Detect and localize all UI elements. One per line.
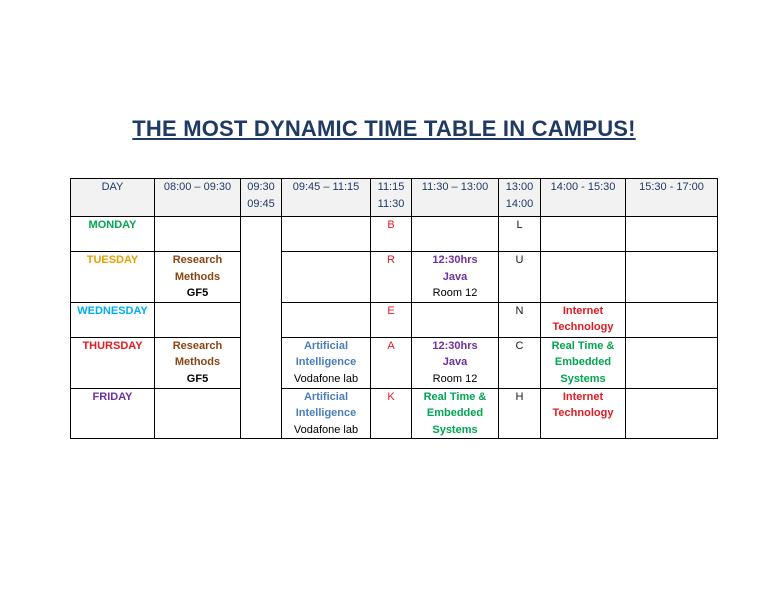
cell-empty: [155, 302, 241, 337]
break-letter: R: [371, 252, 412, 303]
class-artificial-intelligence: Artificial Intelligence Vodafone lab: [282, 337, 371, 388]
break-letter: E: [371, 302, 412, 337]
header-row: [71, 179, 718, 217]
break-letter: B: [371, 217, 412, 252]
header-slot-0800: 08:00 – 09:30: [155, 179, 241, 217]
class-java: 12:30hrs Java Room 12: [412, 252, 499, 303]
cell-empty: [155, 388, 241, 439]
class-java: 12:30hrs Java Room 12: [412, 337, 499, 388]
header-slot-1530: 15:30 - 17:00: [626, 179, 718, 217]
row-friday: [71, 388, 718, 439]
header-slot-1115: 11:15 11:30: [371, 179, 412, 217]
lunch-letter: L: [499, 217, 541, 252]
cell-empty: [412, 302, 499, 337]
cell-empty: [541, 217, 626, 252]
lunch-letter: H: [499, 388, 541, 439]
cell-empty: [412, 217, 499, 252]
lunch-letter: C: [499, 337, 541, 388]
class-internet-technology: Internet Technology: [541, 302, 626, 337]
header-slot-1400: 14:00 - 15:30: [541, 179, 626, 217]
day-tuesday: TUESDAY: [71, 252, 155, 303]
day-wednesday: WEDNESDAY: [71, 302, 155, 337]
tea-break-column: [241, 217, 282, 439]
class-real-time-embedded: Real Time & Embedded Systems: [541, 337, 626, 388]
cell-empty: [626, 302, 718, 337]
cell-empty: [626, 388, 718, 439]
day-monday: MONDAY: [71, 217, 155, 252]
class-research-methods: Research Methods GF5: [155, 252, 241, 303]
break-letter: K: [371, 388, 412, 439]
header-day: DAY: [71, 179, 155, 217]
cell-empty: [626, 252, 718, 303]
class-artificial-intelligence: Artificial Intelligence Vodafone lab: [282, 388, 371, 439]
row-thursday: [71, 337, 718, 388]
cell-empty: [282, 217, 371, 252]
header-slot-0930: 09:30 09:45: [241, 179, 282, 217]
header-slot-0945: 09:45 – 11:15: [282, 179, 371, 217]
day-friday: FRIDAY: [71, 388, 155, 439]
timetable: [70, 178, 718, 439]
break-letter: A: [371, 337, 412, 388]
header-slot-1130: 11:30 – 13:00: [412, 179, 499, 217]
page-title: THE MOST DYNAMIC TIME TABLE IN CAMPUS!: [132, 116, 636, 141]
lunch-letter: U: [499, 252, 541, 303]
cell-empty: [282, 252, 371, 303]
lunch-letter: N: [499, 302, 541, 337]
row-monday: [71, 217, 718, 252]
header-slot-1300: 13:00 14:00: [499, 179, 541, 217]
cell-empty: [626, 217, 718, 252]
class-internet-technology: Internet Technology: [541, 388, 626, 439]
row-wednesday: [71, 302, 718, 337]
row-tuesday: [71, 252, 718, 303]
class-research-methods: Research Methods GF5: [155, 337, 241, 388]
cell-empty: [626, 337, 718, 388]
day-thursday: THURSDAY: [71, 337, 155, 388]
cell-empty: [155, 217, 241, 252]
cell-empty: [282, 302, 371, 337]
cell-empty: [541, 252, 626, 303]
class-real-time-embedded: Real Time & Embedded Systems: [412, 388, 499, 439]
